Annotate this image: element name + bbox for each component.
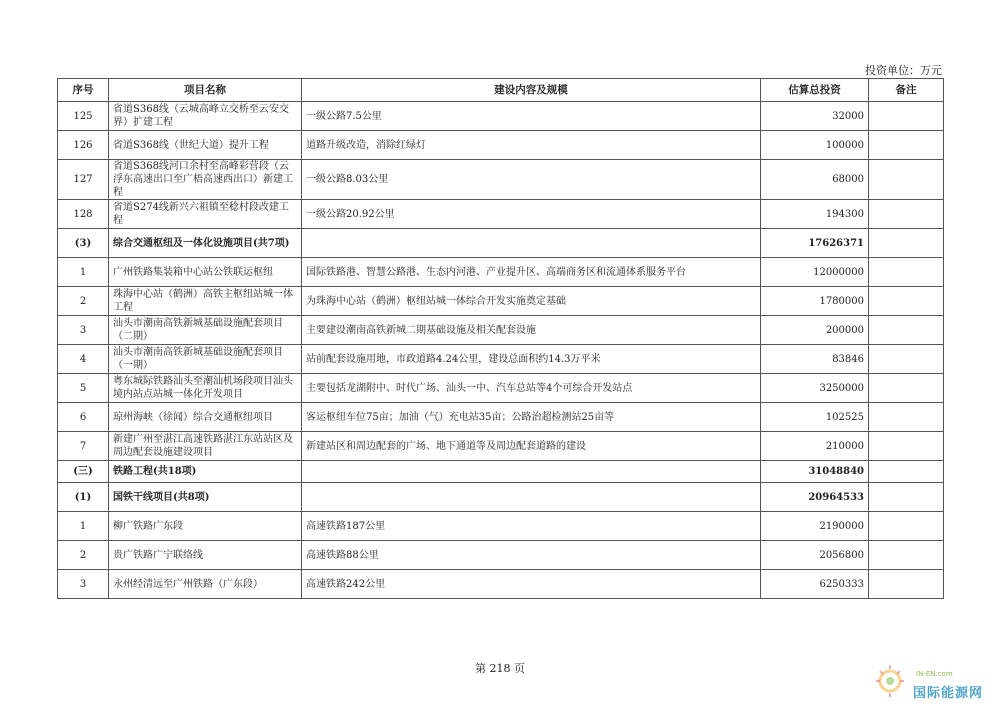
row-investment: 210000 bbox=[761, 432, 869, 461]
row-investment: 102525 bbox=[761, 403, 869, 432]
table-row bbox=[58, 570, 944, 599]
row-name: 柳广铁路广东段 bbox=[109, 512, 302, 541]
table-row bbox=[58, 461, 944, 483]
table-header-row bbox=[58, 79, 944, 102]
table-row bbox=[58, 160, 944, 200]
row-no: 126 bbox=[58, 131, 109, 160]
row-no: (3) bbox=[58, 229, 109, 258]
row-remark bbox=[869, 483, 944, 512]
row-content: 主要包括龙湖附中、时代广场、汕头一中、汽车总站等4个可综合开发站点 bbox=[302, 374, 761, 403]
row-content bbox=[302, 229, 761, 258]
row-no: 7 bbox=[58, 432, 109, 461]
row-investment: 100000 bbox=[761, 131, 869, 160]
table-row bbox=[58, 403, 944, 432]
row-no: 127 bbox=[58, 160, 109, 200]
row-content: 高速铁路88公里 bbox=[302, 541, 761, 570]
row-content: 高速铁路187公里 bbox=[302, 512, 761, 541]
row-remark bbox=[869, 374, 944, 403]
row-investment: 83846 bbox=[761, 345, 869, 374]
row-remark bbox=[869, 160, 944, 200]
row-remark bbox=[869, 258, 944, 287]
header-content: 建设内容及规模 bbox=[302, 79, 761, 102]
row-content: 高速铁路242公里 bbox=[302, 570, 761, 599]
row-name: 粤东城际铁路汕头至潮汕机场段项目汕头境内站点站城一体化开发项目 bbox=[109, 374, 302, 403]
row-content: 一级公路7.5公里 bbox=[302, 102, 761, 131]
page-number: 第 218 页 bbox=[475, 662, 525, 675]
row-content: 一级公路8.03公里 bbox=[302, 160, 761, 200]
row-investment: 2056800 bbox=[761, 541, 869, 570]
row-name: 贵广铁路广宁联络线 bbox=[109, 541, 302, 570]
row-investment: 200000 bbox=[761, 316, 869, 345]
row-investment: 3250000 bbox=[761, 374, 869, 403]
investment-unit-note: 投资单位：万元 bbox=[865, 64, 942, 77]
row-remark bbox=[869, 432, 944, 461]
row-remark bbox=[869, 461, 944, 483]
table-row bbox=[58, 374, 944, 403]
row-name: 省道S368线（世纪大道）提升工程 bbox=[109, 131, 302, 160]
row-name: 琼州海峡（徐闻）综合交通枢纽项目 bbox=[109, 403, 302, 432]
row-name: 国铁干线项目(共8项) bbox=[109, 483, 302, 512]
row-name: 汕头市潮南高铁新城基础设施配套项目（一期） bbox=[109, 345, 302, 374]
row-content bbox=[302, 461, 761, 483]
row-no: 6 bbox=[58, 403, 109, 432]
row-investment: 194300 bbox=[761, 200, 869, 229]
row-content: 站前配套设施用地，市政道路4.24公里，建设总面积约14.3万平米 bbox=[302, 345, 761, 374]
row-investment: 2190000 bbox=[761, 512, 869, 541]
table-row bbox=[58, 258, 944, 287]
header-remark: 备注 bbox=[869, 79, 944, 102]
table-row bbox=[58, 229, 944, 258]
row-remark bbox=[869, 316, 944, 345]
watermark-name: 国际能源网 bbox=[913, 686, 984, 701]
row-name: 省道S368线河口余村至高峰彩营段（云浮东高速出口至广梧高速西出口）新建工程 bbox=[109, 160, 302, 200]
table-row bbox=[58, 316, 944, 345]
row-no: 1 bbox=[58, 512, 109, 541]
row-no: 2 bbox=[58, 287, 109, 316]
row-investment: 31048840 bbox=[761, 461, 869, 483]
row-content bbox=[302, 483, 761, 512]
row-content: 国际铁路港、智慧公路港、生态内河港、产业提升区、高端商务区和流通体系服务平台 bbox=[302, 258, 761, 287]
row-no: 128 bbox=[58, 200, 109, 229]
row-name: 铁路工程(共18项) bbox=[109, 461, 302, 483]
table-row bbox=[58, 432, 944, 461]
row-remark bbox=[869, 102, 944, 131]
row-no: 4 bbox=[58, 345, 109, 374]
row-no: 2 bbox=[58, 541, 109, 570]
row-remark bbox=[869, 229, 944, 258]
table-row bbox=[58, 512, 944, 541]
row-remark bbox=[869, 512, 944, 541]
row-remark bbox=[869, 345, 944, 374]
row-investment: 32000 bbox=[761, 102, 869, 131]
row-remark bbox=[869, 131, 944, 160]
table-row bbox=[58, 200, 944, 229]
header-no: 序号 bbox=[58, 79, 109, 102]
row-remark bbox=[869, 287, 944, 316]
row-no: 5 bbox=[58, 374, 109, 403]
row-content: 主要建设潮南高铁新城二期基础设施及相关配套设施 bbox=[302, 316, 761, 345]
row-content: 新建站区和周边配套的广场、地下通道等及周边配套道路的建设 bbox=[302, 432, 761, 461]
row-name: 汕头市潮南高铁新城基础设施配套项目（二期） bbox=[109, 316, 302, 345]
row-content: 为珠海中心站（鹤洲）枢纽站城一体综合开发实施奠定基础 bbox=[302, 287, 761, 316]
table-row bbox=[58, 287, 944, 316]
header-investment: 估算总投资 bbox=[761, 79, 869, 102]
header-name: 项目名称 bbox=[109, 79, 302, 102]
row-content: 客运枢纽车位75亩；加油（气）充电站35亩；公路治超检测站25亩等 bbox=[302, 403, 761, 432]
row-no: 1 bbox=[58, 258, 109, 287]
table-row bbox=[58, 102, 944, 131]
table-row bbox=[58, 131, 944, 160]
row-investment: 20964533 bbox=[761, 483, 869, 512]
row-name: 永州经清远至广州铁路（广东段） bbox=[109, 570, 302, 599]
row-no: (1) bbox=[58, 483, 109, 512]
row-no: 3 bbox=[58, 570, 109, 599]
table-row bbox=[58, 483, 944, 512]
table-body bbox=[58, 102, 944, 599]
row-investment: 17626371 bbox=[761, 229, 869, 258]
row-name: 省道S368线（云城高峰立交桥至云安交界）扩建工程 bbox=[109, 102, 302, 131]
watermark-site: IN-EN.com bbox=[916, 670, 953, 678]
row-remark bbox=[869, 403, 944, 432]
row-remark bbox=[869, 541, 944, 570]
row-content: 一级公路20.92公里 bbox=[302, 200, 761, 229]
row-name: 综合交通枢纽及一体化设施项目(共7项) bbox=[109, 229, 302, 258]
row-name: 省道S274线新兴六祖镇至稔村段改建工程 bbox=[109, 200, 302, 229]
row-name: 新建广州至湛江高速铁路湛江东站站区及周边配套设施建设项目 bbox=[109, 432, 302, 461]
row-investment: 68000 bbox=[761, 160, 869, 200]
row-content: 道路升级改造，消除红绿灯 bbox=[302, 131, 761, 160]
row-investment: 12000000 bbox=[761, 258, 869, 287]
row-no: 3 bbox=[58, 316, 109, 345]
project-table bbox=[57, 78, 944, 599]
row-name: 珠海中心站（鹤洲）高铁主枢纽站城一体工程 bbox=[109, 287, 302, 316]
row-name: 广州铁路集装箱中心站公铁联运枢纽 bbox=[109, 258, 302, 287]
row-no: 125 bbox=[58, 102, 109, 131]
row-no: (三) bbox=[58, 461, 109, 483]
table-row bbox=[58, 345, 944, 374]
row-remark bbox=[869, 570, 944, 599]
table-row bbox=[58, 541, 944, 570]
row-remark bbox=[869, 200, 944, 229]
row-investment: 6250333 bbox=[761, 570, 869, 599]
row-investment: 1780000 bbox=[761, 287, 869, 316]
